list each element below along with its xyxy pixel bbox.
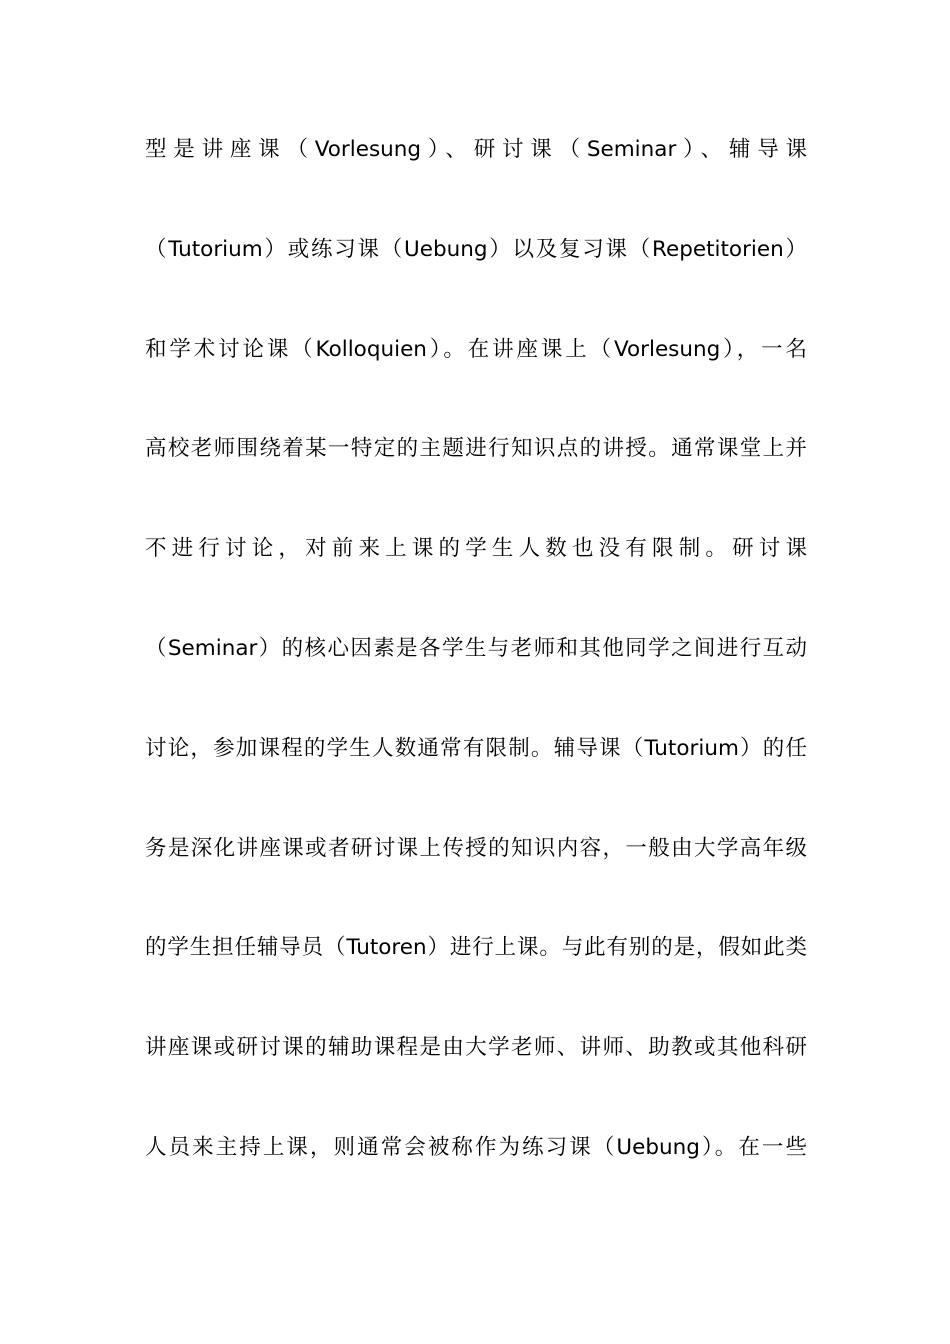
body-text <box>145 128 807 1226</box>
text-line: 不进行讨论，对前来上课的学生人数也没有限制。研讨课 <box>145 536 807 562</box>
text-line: 务是深化讲座课或者研讨课上传授的知识内容，一般由大学高年级 <box>145 835 807 861</box>
text-line: （Tutorium）或练习课（Uebung）以及复习课（Repetitorien） <box>145 236 807 262</box>
text-line: （Seminar）的核心因素是各学生与老师和其他同学之间进行互动 <box>145 635 807 661</box>
text-line: 型是讲座课（Vorlesung）、研讨课（Seminar）、辅导课 <box>145 137 807 162</box>
text-line: 高校老师围绕着某一特定的主题进行知识点的讲授。通常课堂上并 <box>145 436 807 462</box>
text-line: 讲座课或研讨课的辅助课程是由大学老师、讲师、助教或其他科研 <box>145 1035 807 1061</box>
text-line: 人员来主持上课，则通常会被称作为练习课（Uebung）。在一些 <box>145 1134 807 1160</box>
text-line: 的学生担任辅导员（Tutoren）进行上课。与此有别的是，假如此类 <box>145 935 807 961</box>
text-line: 和学术讨论课（Kolloquien）。在讲座课上（Vorlesung），一名 <box>145 336 807 362</box>
text-line: 讨论，参加课程的学生人数通常有限制。辅导课（Tutorium）的任 <box>145 735 807 761</box>
